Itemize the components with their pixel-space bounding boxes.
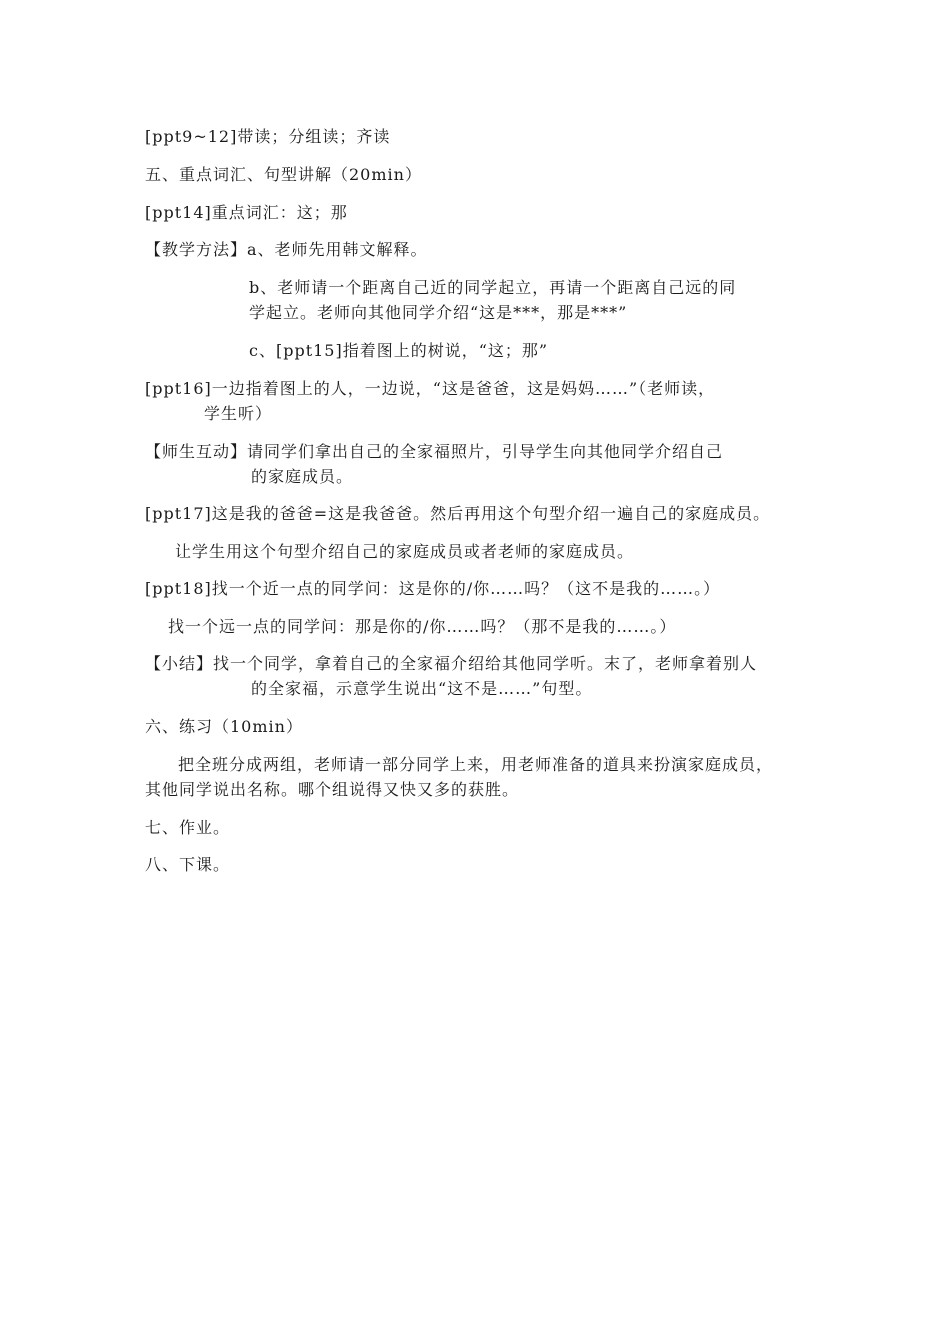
section-heading: 五、重点词汇、句型讲解（20min） <box>145 165 422 184</box>
text-line: [ppt16]一边指着图上的人，一边说，“这是爸爸，这是妈妈……”（老师读， <box>145 379 716 398</box>
text-line: 【师生互动】请同学们拿出自己的全家福照片，引导学生向其他同学介绍自己 <box>145 442 724 461</box>
section-heading: 八、下课。 <box>145 855 231 874</box>
text-line: c、[ppt15]指着图上的树说，“这；那” <box>249 341 549 360</box>
text-line: 【小结】找一个同学，拿着自己的全家福介绍给其他同学听。末了，老师拿着别人 <box>145 654 758 673</box>
text-line: 的家庭成员。 <box>251 467 354 486</box>
text-line: 把全班分成两组，老师请一部分同学上来，用老师准备的道具来扮演家庭成员， <box>178 755 774 774</box>
text-line: [ppt18]找一个近一点的同学问：这是你的/你……吗？（这不是我的……。） <box>145 579 721 598</box>
text-line: 找一个远一点的同学问：那是你的/你……吗？（那不是我的……。） <box>168 617 677 636</box>
text-line: [ppt9~12]带读；分组读；齐读 <box>145 127 391 146</box>
text-line: 让学生用这个句型介绍自己的家庭成员或者老师的家庭成员。 <box>175 542 635 561</box>
text-line: [ppt14]重点词汇：这；那 <box>145 203 348 222</box>
text-line: 学起立。老师向其他同学介绍“这是***，那是***” <box>249 303 628 322</box>
text-line: 学生听） <box>204 404 273 423</box>
text-line: 【教学方法】a、老师先用韩文解释。 <box>145 240 428 259</box>
text-line: 其他同学说出名称。哪个组说得又快又多的获胜。 <box>145 780 520 799</box>
section-heading: 七、作业。 <box>145 818 231 837</box>
text-line: b、老师请一个距离自己近的同学起立，再请一个距离自己远的同 <box>249 278 737 297</box>
text-line: [ppt17]这是我的爸爸=这是我爸爸。然后再用这个句型介绍一遍自己的家庭成员。 <box>145 504 771 523</box>
section-heading: 六、练习（10min） <box>145 717 303 736</box>
text-line: 的全家福，示意学生说出“这不是……”句型。 <box>251 679 593 698</box>
